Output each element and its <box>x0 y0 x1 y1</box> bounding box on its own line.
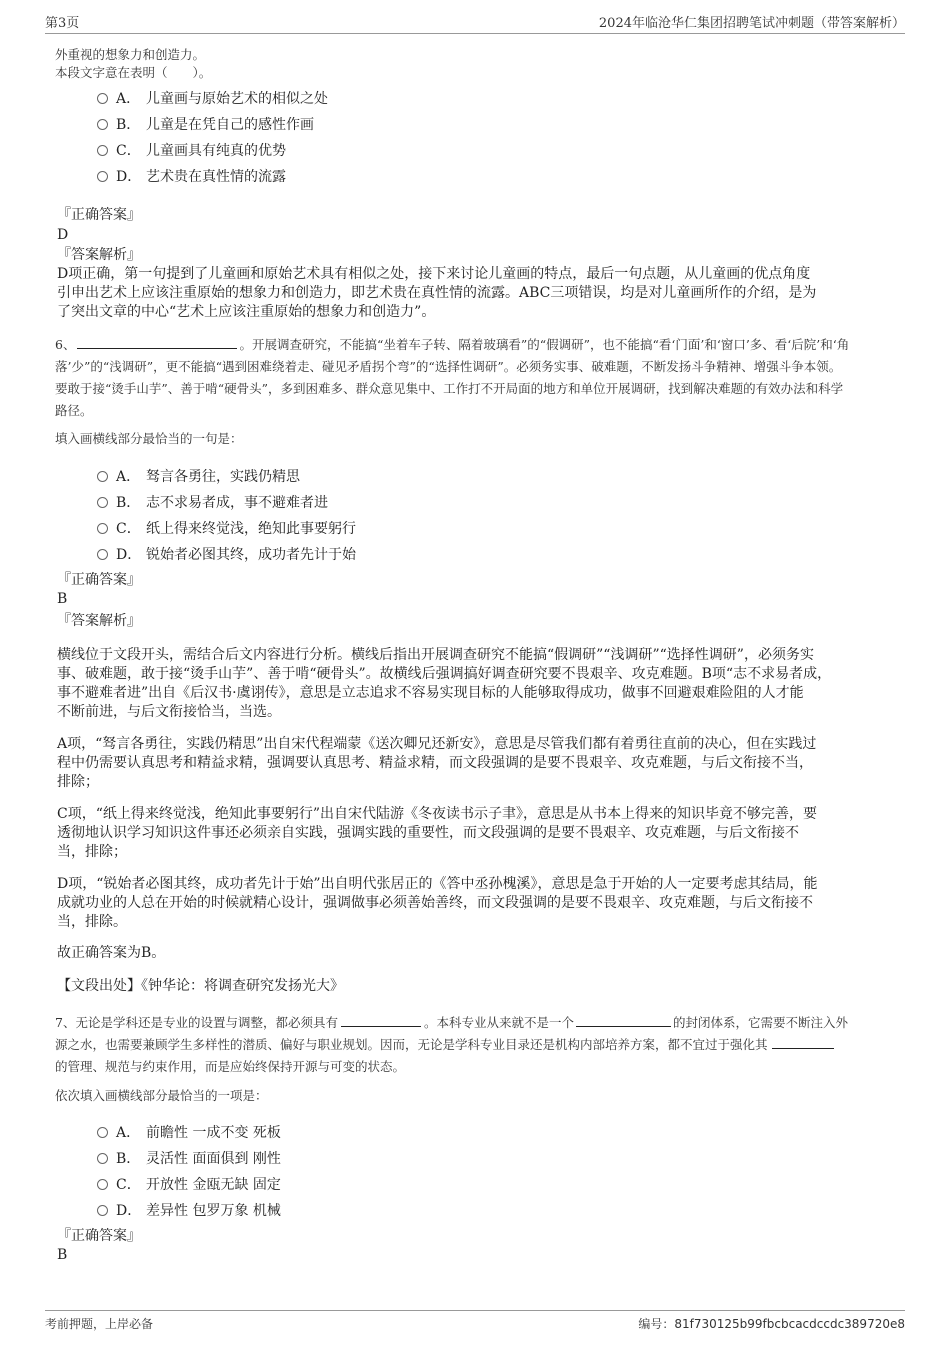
radio-icon[interactable] <box>97 523 108 534</box>
document-code: 编号：81f730125b99fbcbcacdccdc389720e8 <box>638 1317 905 1331</box>
q5-analysis-label: 『答案解析』 <box>57 247 141 263</box>
q7-option-d[interactable]: D． 差异性 包罗万象 机械 <box>97 1200 281 1220</box>
q6-option-a[interactable]: A． 驽言各勇往，实践仍精思 <box>97 466 300 486</box>
q7-stem: 7、无论是学科还是专业的设置与调整，都必须具有 。本科专业从来就不是一个 的封闭体系，它需要不断注入外 源之水，也需要兼顾学生多样性的潜质、偏好与职业规划。因而，无论是学科专业目录还是机构内部培养方案，都不宜过于强化其 的管理、规范与约束作用，而是应始终保持开源与可变的状态。 <box>55 1015 848 1074</box>
radio-icon[interactable] <box>97 1153 108 1164</box>
q5-option-c[interactable]: C． 儿童画具有纯真的优势 <box>97 140 286 160</box>
q6-source: 【文段出处】《钟华论：将调查研究发扬光大》 <box>57 978 344 994</box>
q6-prompt: 填入画横线部分最恰当的一句是： <box>55 431 243 446</box>
q6-answer: B <box>57 591 68 607</box>
document-title: 2024年临沧华仁集团招聘笔试冲刺题（带答案解析） <box>598 16 905 31</box>
q7-prompt: 依次填入画横线部分最恰当的一项是： <box>55 1088 268 1103</box>
radio-icon[interactable] <box>97 145 108 156</box>
radio-icon[interactable] <box>97 1205 108 1216</box>
q6-analysis-para1: 横线位于文段开头，需结合后文内容进行分析。横线后指出开展调查研究不能搞“假调研”“浅调研”“选择性调研”，必须务实 事、破难题，敢于接“烫手山芋”、善于啃“硬骨头”。故横线后强调搞好调查研究要不畏艰辛、攻克难题。B项“志不求易者成， 事不避难者进”出自《后汉书·虞诩传》，意思是立志追求不容易实现目标的人能够取得成功，做事不回避艰难险阻的人才能 不断前进，与后文衔接恰当，当选。 <box>57 647 832 720</box>
q7-option-c[interactable]: C． 开放性 金瓯无缺 固定 <box>97 1174 281 1194</box>
q6-option-d[interactable]: D． 锐始者必图其终，成功者先计于始 <box>97 544 356 564</box>
q6-analysis-para3: C项，“纸上得来终觉浅，绝知此事要躬行”出自宋代陆游《冬夜读书示子聿》，意思是从书本上得来的知识毕竟不够完善，要 透彻地认识学习知识这件事还必须亲自实践，强调实践的重要性，而文段强调的是要不畏艰辛、攻克难题，与后文衔接不 当，排除； <box>57 806 818 860</box>
answer-blank <box>77 336 237 349</box>
footer-divider <box>45 1310 905 1311</box>
answer-blank <box>576 1014 671 1027</box>
q7-answer: B <box>57 1247 68 1263</box>
q5-question: 本段文字意在表明（ ）。 <box>55 65 212 80</box>
radio-icon[interactable] <box>97 1127 108 1138</box>
q7-option-a[interactable]: A． 前瞻性 一成不变 死板 <box>97 1122 281 1142</box>
q6-answer-label: 『正确答案』 <box>57 572 141 588</box>
q6-analysis-para2: A项，“驽言各勇往，实践仍精思”出自宋代程端蒙《送次卿兄还新安》，意思是尽管我们都有着勇往直前的决心，但在实践过 程中仍需要认真思考和精益求精，强调要认真思考、精益求精，而文段强调的是要不畏艰辛、攻克难题，与后文衔接不当， 排除； <box>57 736 817 790</box>
radio-icon[interactable] <box>97 471 108 482</box>
radio-icon[interactable] <box>97 93 108 104</box>
q7-answer-label: 『正确答案』 <box>57 1228 141 1244</box>
q6-analysis-label: 『答案解析』 <box>57 613 141 629</box>
header-divider <box>45 33 905 34</box>
q6-option-b[interactable]: B． 志不求易者成，事不避难者进 <box>97 492 328 512</box>
radio-icon[interactable] <box>97 1179 108 1190</box>
q5-answer-label: 『正确答案』 <box>57 207 141 223</box>
q5-option-d[interactable]: D． 艺术贵在真性情的流露 <box>97 166 286 186</box>
q5-option-a[interactable]: A． 儿童画与原始艺术的相似之处 <box>97 88 328 108</box>
q6-stem: 6、 。开展调查研究，不能搞“坐着车子转、隔着玻璃看”的“假调研”，也不能搞“看‘门面’和‘窗口’多、看‘后院’和‘角 落’少”的“浅调研”，更不能搞“遇到困难绕着走、碰见矛盾拐个弯”的“选择性调研”。必须务实事、破难题，不断发扬斗争精神、增强斗争本领。 要敢于接“烫手山芋”、善于啃“硬骨头”，多到困难多、群众意见集中、工作打不开局面的地方和单位开展调研，找到解决难题的有效办法和科学 路径。 <box>55 337 850 418</box>
q5-analysis: D项正确，第一句提到了儿童画和原始艺术具有相似之处，接下来讨论儿童画的特点，最后一句点题，从儿童画的优点角度 引申出艺术上应该注重原始的想象力和创造力，即艺术贵在真性情的流露。ABC三项错误，均是对儿童画所作的介绍，是为 了突出文章的中心“艺术上应该注重原始的想象力和创造力”。 <box>57 266 817 320</box>
q5-option-b[interactable]: B． 儿童是在凭自己的感性作画 <box>97 114 314 134</box>
page-number: 第3页 <box>45 16 80 31</box>
q6-analysis-para4: D项，“锐始者必图其终，成功者先计于始”出自明代张居正的《答中丞孙槐溪》，意思是急于开始的人一定要考虑其结局，能 成就功业的人总在开始的时候就精心设计，强调做事必须善始善终，而文段强调的是要不畏艰辛、攻克难题，与后文衔接不 当，排除。 <box>57 876 818 930</box>
radio-icon[interactable] <box>97 119 108 130</box>
q6-option-c[interactable]: C． 纸上得来终觉浅，绝知此事要躬行 <box>97 518 356 538</box>
answer-blank <box>772 1036 834 1049</box>
radio-icon[interactable] <box>97 171 108 182</box>
radio-icon[interactable] <box>97 549 108 560</box>
q7-option-b[interactable]: B． 灵活性 面面俱到 刚性 <box>97 1148 281 1168</box>
radio-icon[interactable] <box>97 497 108 508</box>
answer-blank <box>341 1014 421 1027</box>
q6-conclusion: 故正确答案为B。 <box>57 945 166 961</box>
footer-slogan: 考前押题，上岸必备 <box>45 1317 154 1331</box>
q5-answer: D <box>57 227 69 243</box>
q5-text-line1: 外重视的想象力和创造力。 <box>55 47 206 62</box>
